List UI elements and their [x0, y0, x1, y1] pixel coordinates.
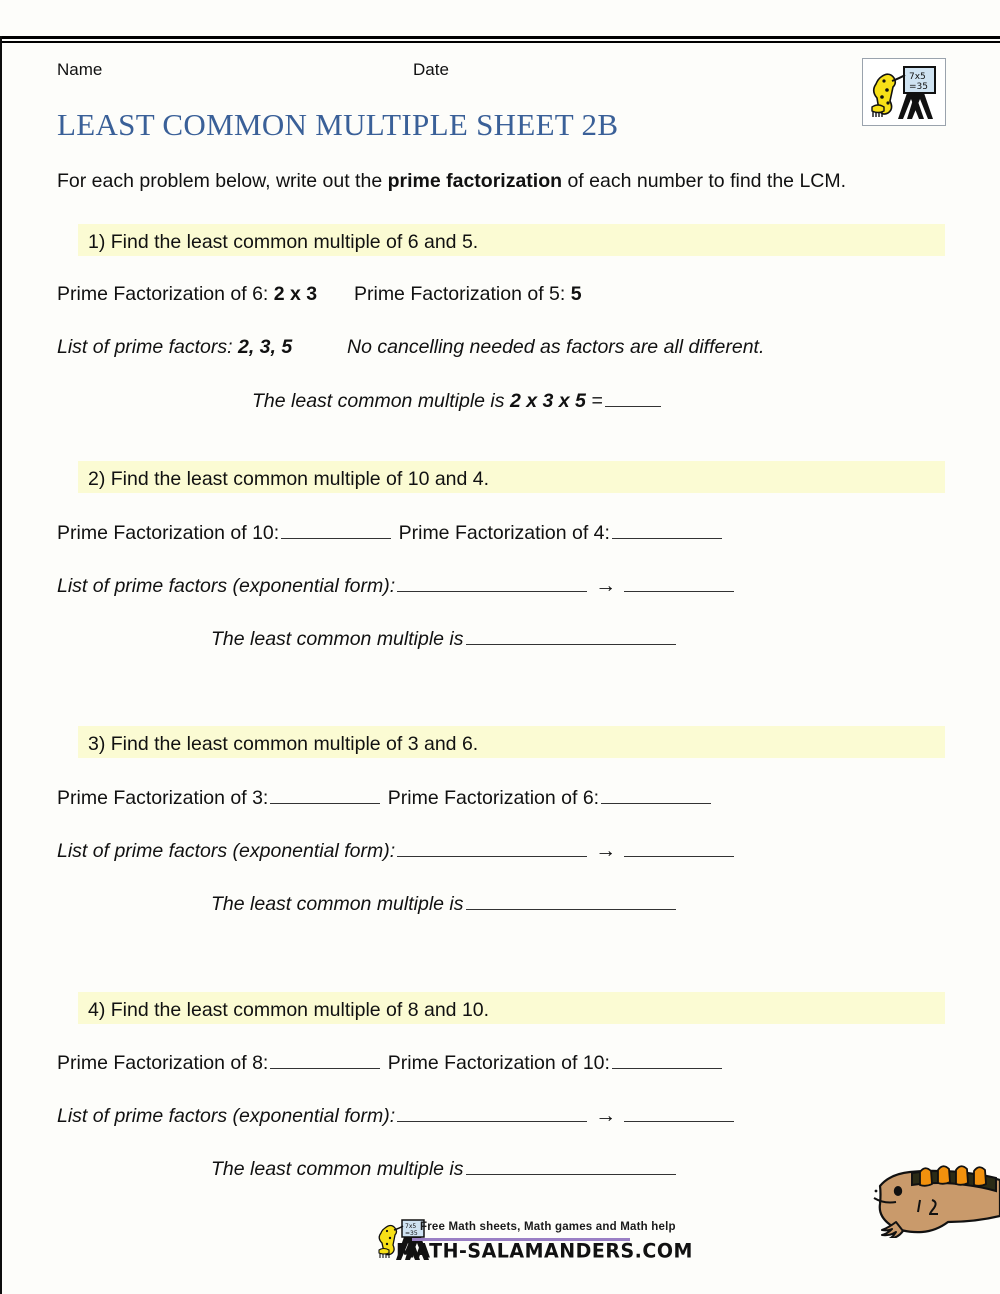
problem-2-answer-blank[interactable] — [466, 627, 676, 645]
problem-3-question — [88, 733, 478, 756]
svg-text:7x5: 7x5 — [405, 1223, 417, 1230]
problem-1-question-text: Find the least common multiple of 6 and 5. — [110, 231, 479, 253]
problem-2-factors-blank[interactable] — [397, 574, 587, 592]
top-border-rule — [0, 36, 1000, 39]
problem-1-lcm-value: 2 x 3 x 5 — [509, 390, 586, 412]
problem-4-factors-row — [57, 1104, 736, 1128]
footer-domain[interactable]: MATH-SALAMANDERS.COM — [396, 1239, 693, 1263]
problem-1-pf-left-value: 2 x 3 — [273, 283, 318, 305]
svg-text:=35: =35 — [405, 1230, 418, 1237]
problem-3-pf-right-label: Prime Factorization of 6: — [387, 787, 600, 809]
problem-3-factors-label: List of prime factors (exponential form): — [57, 840, 396, 862]
problem-3-factors-row — [57, 839, 736, 863]
top-border-rule-secondary — [0, 41, 1000, 43]
problem-4-lcm-row — [211, 1157, 678, 1181]
problem-3-number: 3) — [88, 733, 106, 755]
problem-4-pf-right-blank[interactable] — [612, 1051, 722, 1069]
problem-1-question — [88, 231, 478, 254]
problem-4-pf-left-blank[interactable] — [270, 1051, 380, 1069]
problem-2-question-text: Find the least common multiple of 10 and 4. — [110, 468, 490, 490]
problem-2-lcm-label: The least common multiple is — [211, 628, 464, 650]
instructions — [57, 170, 846, 193]
left-border-rule — [0, 36, 2, 1294]
problem-2-pf-left-blank[interactable] — [281, 521, 391, 539]
problem-1-note: No cancelling needed as factors are all different. — [347, 336, 765, 358]
problem-2-number: 2) — [88, 468, 106, 490]
problem-1-pf-right-value: 5 — [570, 283, 582, 305]
problem-2-pf-right-blank[interactable] — [612, 521, 722, 539]
arrow-right-icon: → — [595, 574, 617, 597]
problem-3-pf-right-blank[interactable] — [601, 786, 711, 804]
problem-1-answer-blank[interactable] — [605, 389, 661, 407]
problem-3-factors-blank[interactable] — [397, 839, 587, 857]
problem-1-lcm-row — [252, 389, 663, 413]
date-label: Date — [413, 60, 449, 79]
problem-4-prime-factorization-row — [57, 1051, 724, 1075]
instructions-part1: For each problem below, write out the — [57, 170, 388, 192]
problem-2-pf-right-label: Prime Factorization of 4: — [398, 522, 610, 544]
arrow-right-icon: → — [595, 839, 617, 862]
problem-1-pf-left-label: Prime Factorization of 6: — [57, 283, 269, 305]
problem-4-question — [88, 999, 489, 1022]
problem-4-answer-blank[interactable] — [466, 1157, 676, 1175]
problem-3-factors-result-blank[interactable] — [624, 839, 734, 857]
page-title: LEAST COMMON MULTIPLE SHEET 2B — [57, 107, 619, 142]
problem-4-factors-result-blank[interactable] — [624, 1104, 734, 1122]
problem-2-lcm-row — [211, 627, 678, 651]
instructions-part2: of each number to find the LCM. — [562, 170, 847, 192]
problem-4-lcm-label: The least common multiple is — [211, 1158, 464, 1180]
problem-4-pf-right-label: Prime Factorization of 10: — [387, 1052, 610, 1074]
problem-3-answer-blank[interactable] — [466, 892, 676, 910]
problem-4-number: 4) — [88, 999, 106, 1021]
problem-1-factors-label: List of prime factors: — [57, 336, 233, 358]
problem-3-prime-factorization-row — [57, 786, 713, 810]
svg-text:=35: =35 — [909, 82, 928, 92]
problem-3-pf-left-blank[interactable] — [270, 786, 380, 804]
problem-2-prime-factorization-row — [57, 521, 724, 545]
svg-text:7x5: 7x5 — [909, 72, 926, 82]
problem-4-factors-blank[interactable] — [397, 1104, 587, 1122]
problem-1-pf-right-label: Prime Factorization of 5: — [353, 283, 566, 305]
problem-2-factors-result-blank[interactable] — [624, 574, 734, 592]
problem-2-factors-label: List of prime factors (exponential form): — [57, 575, 396, 597]
math-salamanders-logo — [862, 58, 946, 126]
problem-1-lcm-label: The least common multiple is — [252, 390, 505, 412]
problem-3-lcm-label: The least common multiple is — [211, 893, 464, 915]
problem-3-question-text: Find the least common multiple of 3 and 6. — [110, 733, 479, 755]
footer-tagline: Free Math sheets, Math games and Math help — [420, 1221, 676, 1233]
problem-4-factors-label: List of prime factors (exponential form): — [57, 1105, 396, 1127]
arrow-right-icon: → — [595, 1104, 617, 1127]
problem-3-lcm-row — [211, 892, 678, 916]
problem-2-pf-left-label: Prime Factorization of 10: — [57, 522, 280, 544]
problem-4-pf-left-label: Prime Factorization of 8: — [57, 1052, 269, 1074]
problem-1-factors-value: 2, 3, 5 — [237, 336, 293, 358]
problem-3-pf-left-label: Prime Factorization of 3: — [57, 787, 269, 809]
instructions-emphasis: prime factorization — [387, 170, 563, 192]
problem-1-number: 1) — [88, 231, 106, 253]
problem-2-factors-row — [57, 574, 736, 598]
problem-1-factors-row — [57, 336, 764, 359]
name-label: Name — [57, 60, 103, 79]
salamander-illustration — [862, 1158, 1000, 1238]
problem-4-question-text: Find the least common multiple of 8 and 10. — [110, 999, 490, 1021]
problem-2-question — [88, 468, 489, 491]
problem-1-lcm-equals: = — [591, 390, 603, 412]
problem-1-prime-factorization-row — [57, 283, 582, 306]
